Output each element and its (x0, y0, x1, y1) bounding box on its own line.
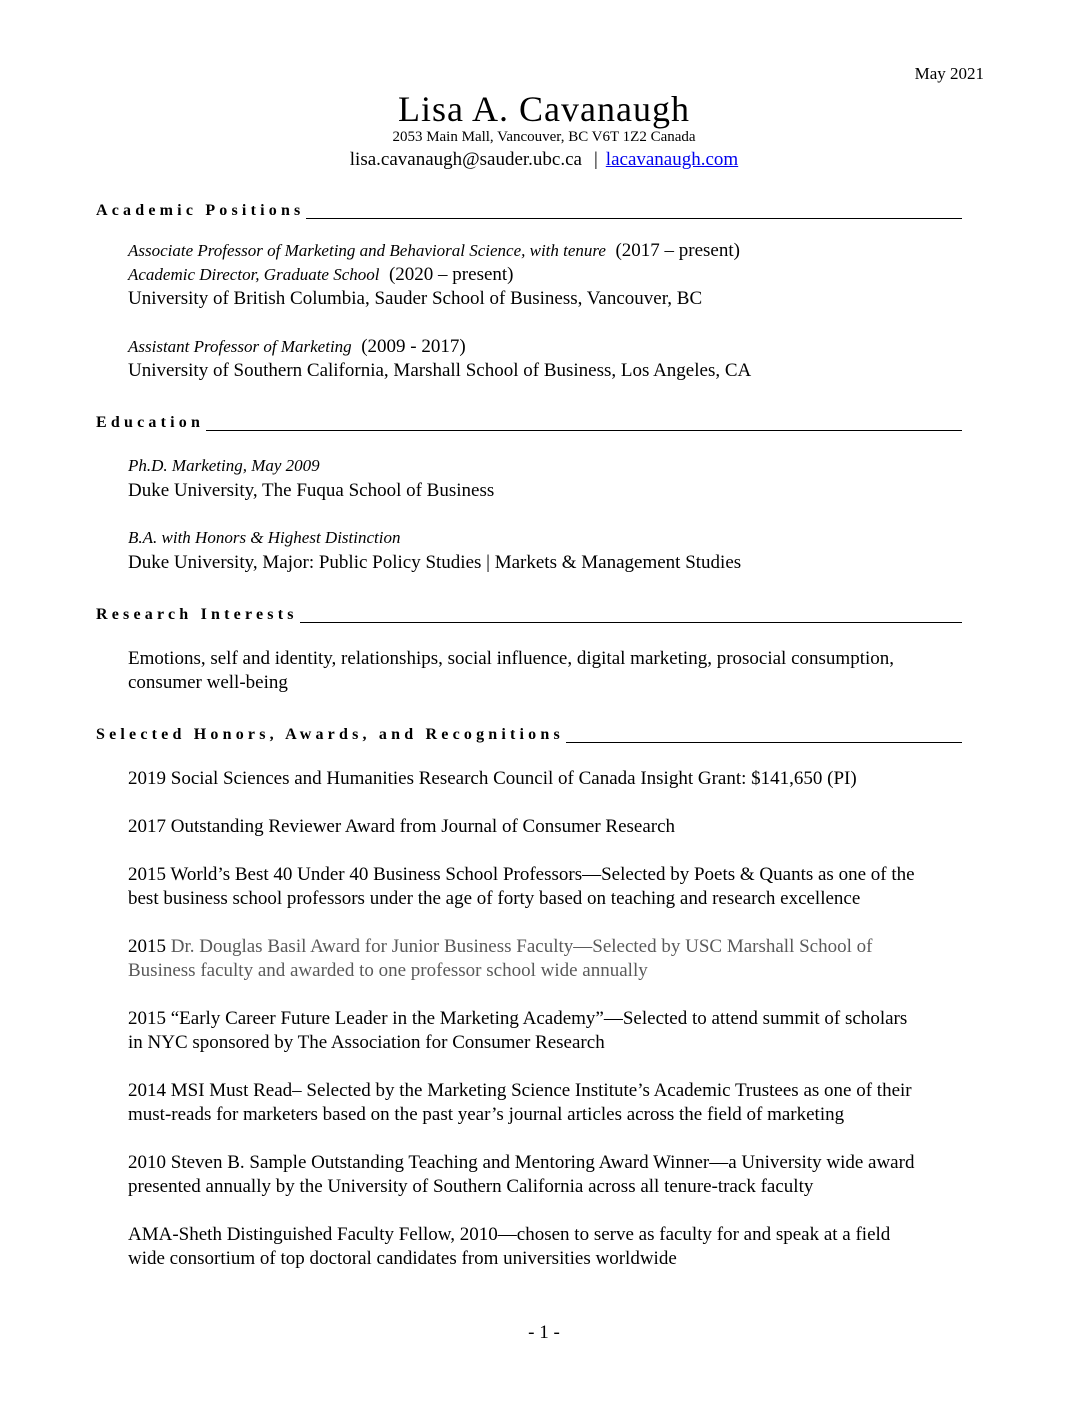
research-interests-text: Emotions, self and identity, relationships, social influence, digital marketing, prosocial consumption, (128, 648, 895, 669)
degree-title: Ph.D. Marketing, May 2009 (128, 456, 320, 475)
honor-year: 2015 (128, 936, 166, 957)
section-heading: Academic Positions (96, 202, 305, 219)
position-dates: (2020 – present) (388, 264, 514, 285)
research-interests-text: consumer well-being (128, 672, 288, 693)
position-organization: University of Southern California, Marshall School of Business, Los Angeles, CA (128, 360, 752, 381)
mailing-address: 2053 Main Mall, Vancouver, BC V6T 1Z2 Canada (392, 129, 696, 145)
position-dates: (2009 - 2017) (361, 336, 466, 357)
degree-school: Duke University, The Fuqua School of Business (128, 480, 495, 501)
honor-item (128, 936, 872, 958)
honor-item-continuation: wide consortium of top doctoral candidates from universities worldwide (128, 1248, 677, 1269)
honor-item-continuation: best business school professors under the age of forty based on teaching and research excellence (128, 888, 861, 909)
section-heading: Education (96, 414, 205, 431)
section-academic-positions (96, 196, 962, 219)
position-dates: (2017 – present) (615, 240, 740, 261)
position-title: Associate Professor of Marketing and Behavioral Science, with tenure (128, 241, 606, 260)
section-heading: Selected Honors, Awards, and Recognitions (96, 726, 564, 743)
position-title: Assistant Professor of Marketing (128, 337, 352, 356)
honor-item: 2015 “Early Career Future Leader in the Marketing Academy”—Selected to attend summit of scholars (128, 1008, 908, 1029)
degree-title: B.A. with Honors & Highest Distinction (128, 528, 401, 547)
author-name: Lisa A. Cavanaugh (398, 89, 690, 129)
honor-item-continuation: must-reads for marketers based on the past year’s journal articles across the field of marketing (128, 1104, 845, 1125)
email-text: lisa.cavanaugh@sauder.ubc.ca (349, 149, 582, 170)
honor-item-continuation: presented annually by the University of Southern California across all tenure-track faculty (128, 1176, 814, 1197)
honor-item: AMA-Sheth Distinguished Faculty Fellow, 2010—chosen to serve as faculty for and speak at a field (128, 1224, 891, 1245)
position-title: Academic Director, Graduate School (128, 265, 380, 284)
degree-school: Duke University, Major: Public Policy Studies | Markets & Management Studies (128, 552, 742, 573)
honor-item-continuation: in NYC sponsored by The Association for Consumer Research (128, 1032, 605, 1053)
honor-item: 2010 Steven B. Sample Outstanding Teaching and Mentoring Award Winner—a University wide award (128, 1152, 915, 1173)
position-entry (128, 264, 514, 286)
section-education (96, 408, 962, 431)
section-research-interests (96, 600, 962, 623)
honor-item: 2017 Outstanding Reviewer Award from Journal of Consumer Research (128, 816, 676, 837)
honor-item: 2014 MSI Must Read– Selected by the Marketing Science Institute’s Academic Trustees as one of their (128, 1080, 912, 1101)
document-date: May 2021 (914, 64, 984, 83)
section-honors (96, 720, 962, 743)
honor-item-continuation: Business faculty and awarded to one professor school wide annually (128, 960, 648, 981)
contact-separator: | (593, 149, 598, 170)
honor-text: Dr. Douglas Basil Award for Junior Business Faculty—Selected by USC Marshall School of (170, 936, 873, 957)
position-organization: University of British Columbia, Sauder School of Business, Vancouver, BC (128, 288, 703, 309)
position-entry (128, 336, 466, 358)
website-link[interactable]: lacavanaugh.com (605, 149, 739, 170)
position-entry (128, 240, 740, 262)
contact-line (0, 149, 1088, 171)
honor-item: 2015 World’s Best 40 Under 40 Business School Professors—Selected by Poets & Quants as one of the (128, 864, 915, 885)
page-number: - 1 - (528, 1322, 560, 1343)
honor-item: 2019 Social Sciences and Humanities Research Council of Canada Insight Grant: $141,650 (PI) (128, 768, 857, 789)
section-heading: Research Interests (96, 606, 298, 623)
